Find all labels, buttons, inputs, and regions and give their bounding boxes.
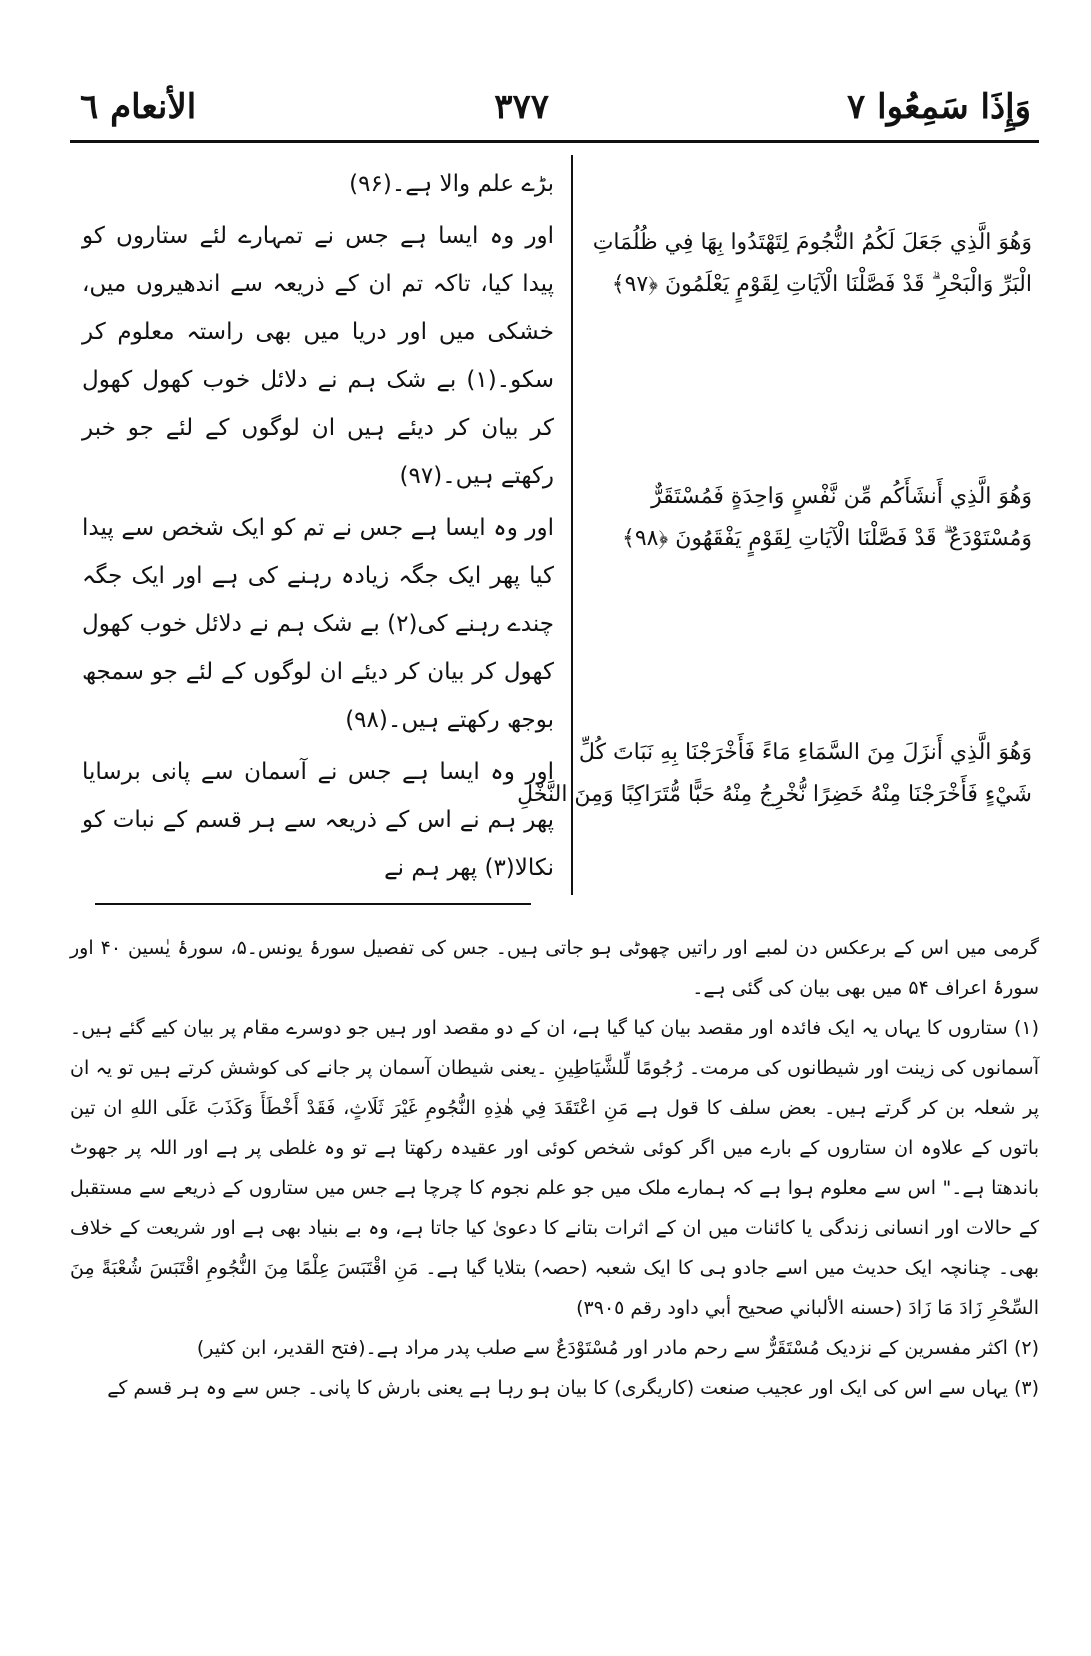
header-divider — [70, 140, 1039, 143]
urdu-translation-column — [82, 160, 554, 896]
verse-99 — [517, 732, 1032, 816]
footnote-continuation: گرمی میں اس کے برعکس دن لمبے اور راتیں چھوٹی ہو جاتی ہیں۔ جس کی تفصیل سورۂ یونس۔۵، سورۂ یٰسین ۴۰ اور سورۂ اعراف ۵۴ میں بھی بیان کی گئی ہے۔ — [70, 937, 1039, 999]
footnote-3: (۳) یہاں سے اس کی ایک اور عجیب صنعت (کاریگری) کا بیان ہو رہا ہے یعنی بارش کا پانی۔ جس سے وہ ہر قسم کے — [107, 1377, 1039, 1399]
translation-paragraph: بڑے علم والا ہے۔(۹۶) — [349, 171, 554, 197]
page-header — [80, 72, 1031, 142]
footnote-2: (۲) اکثر مفسرین کے نزدیک مُسْتَقَرٌّ سے رحم مادر اور مُسْتَوْدَعٌ سے صلب پدر مراد ہے۔(فتح القدیر، ابن کثیر) — [196, 1337, 1039, 1359]
verse-line: وَهُوَ الَّذِي أَنشَأَكُم مِّن نَّفْسٍ وَاحِدَةٍ فَمُسْتَقَرٌّ — [651, 484, 1032, 509]
verse-line: وَهُوَ الَّذِي جَعَلَ لَكُمُ النُّجُومَ لِتَهْتَدُوا بِهَا فِي ظُلُمَاتِ — [592, 230, 1032, 255]
verse-line: وَمُسْتَوْدَعٌ ۗ قَدْ فَصَّلْنَا الْآيَاتِ لِقَوْمٍ يَفْقَهُونَ ﴿٩٨﴾ — [621, 526, 1032, 551]
column-divider — [571, 155, 573, 895]
verse-line: وَهُوَ الَّذِي أَنزَلَ مِنَ السَّمَاءِ مَاءً فَأَخْرَجْنَا بِهِ نَبَاتَ كُلِّ — [578, 740, 1032, 765]
translation-paragraph: اور وہ ایسا ہے جس نے تمہارے لئے ستاروں کو پیدا کیا، تاکہ تم ان کے ذریعہ سے اندھیروں میں، خشکی میں اور دریا میں بھی راستہ معلوم کر سکو۔(۱) بے شک ہم نے دلائل خوب کھول کھول کر بیان کر دیئے ہیں ان لوگوں کے لئے جو خبر رکھتے ہیں۔(۹۷) — [82, 223, 554, 489]
verse-97 — [592, 222, 1032, 306]
juz-name: وَإِذَا سَمِعُوا ٧ — [847, 87, 1031, 127]
footnote-1: (۱) ستاروں کا یہاں یہ ایک فائدہ اور مقصد بیان کیا گیا ہے، ان کے دو مقصد اور ہیں جو دوسرے مقام پر بیان کیے گئے ہیں۔ آسمانوں کی زینت اور شیطانوں کی مرمت۔ رُجُومًا لِّلشَّيَاطِينِ ۔یعنی شیطان آسمان پر جانے کی کوشش کرتے ہیں تو یہ ان پر شعلہ بن کر گرتے ہیں۔ بعض سلف کا قول ہے مَنِ اعْتَقَدَ فِي هٰذِهِ النُّجُومِ غَيْرَ ثَلَاثٍ، فَقَدْ أَخْطَأَ وَكَذَبَ عَلَى اللهِ ان تین باتوں کے علاوہ ان ستاروں کے بارے میں اگر کوئی شخص کوئی اور عقیدہ رکھتا ہے تو وہ غلطی پر ہے اور اللہ پر جھوٹ باندھتا ہے۔" اس سے معلوم ہوا ہے کہ ہمارے ملک میں جو علم نجوم کا چرچا ہے جس میں ستاروں کے ذریعے سے مستقبل کے حالات اور انسانی زندگی یا کائنات میں ان کے اثرات بتانے کا دعویٰ کیا جاتا ہے، وہ بے بنیاد بھی ہے اور شریعت کے خلاف بھی۔ چنانچہ ایک حدیث میں اسے جادو ہی کا ایک شعبہ (حصہ) بتلایا گیا ہے۔ مَنِ اقْتَبَسَ عِلْمًا مِنَ النُّجُومِ اقْتَبَسَ شُعْبَةً مِنَ السِّحْرِ زَادَ مَا زَادَ (حسنه الألباني صحيح أبي داود رقم ٣٩٠٥) — [70, 1017, 1039, 1319]
footnotes — [70, 928, 1039, 1408]
page-number: ٣٧٧ — [494, 87, 550, 127]
translation-paragraph: اور وہ ایسا ہے جس نے تم کو ایک شخص سے پیدا کیا پھر ایک جگہ زیادہ رہنے کی ہے اور ایک جگہ چندے رہنے کی(۲) بے شک ہم نے دلائل خوب کھول کھول کر بیان کر دیئے ان لوگوں کے لئے جو سمجھ بوجھ رکھتے ہیں۔(۹۸) — [82, 515, 554, 733]
verse-line: الْبَرِّ وَالْبَحْرِ ۗ قَدْ فَصَّلْنَا الْآيَاتِ لِقَوْمٍ يَعْلَمُونَ ﴿٩٧﴾ — [611, 272, 1032, 297]
footnote-divider — [95, 903, 531, 905]
translation-paragraph: اور وہ ایسا ہے جس نے آسمان سے پانی برسایا پھر ہم نے اس کے ذریعہ سے ہر قسم کے نبات کو نکالا(۳) پھر ہم نے — [82, 759, 554, 881]
surah-name: الأنعام ٦ — [80, 87, 197, 127]
verse-98 — [592, 476, 1032, 560]
verse-line: شَيْءٍ فَأَخْرَجْنَا مِنْهُ خَضِرًا نُّخْرِجُ مِنْهُ حَبًّا مُّتَرَاكِبًا وَمِنَ النَّخْلِ — [517, 782, 1032, 807]
